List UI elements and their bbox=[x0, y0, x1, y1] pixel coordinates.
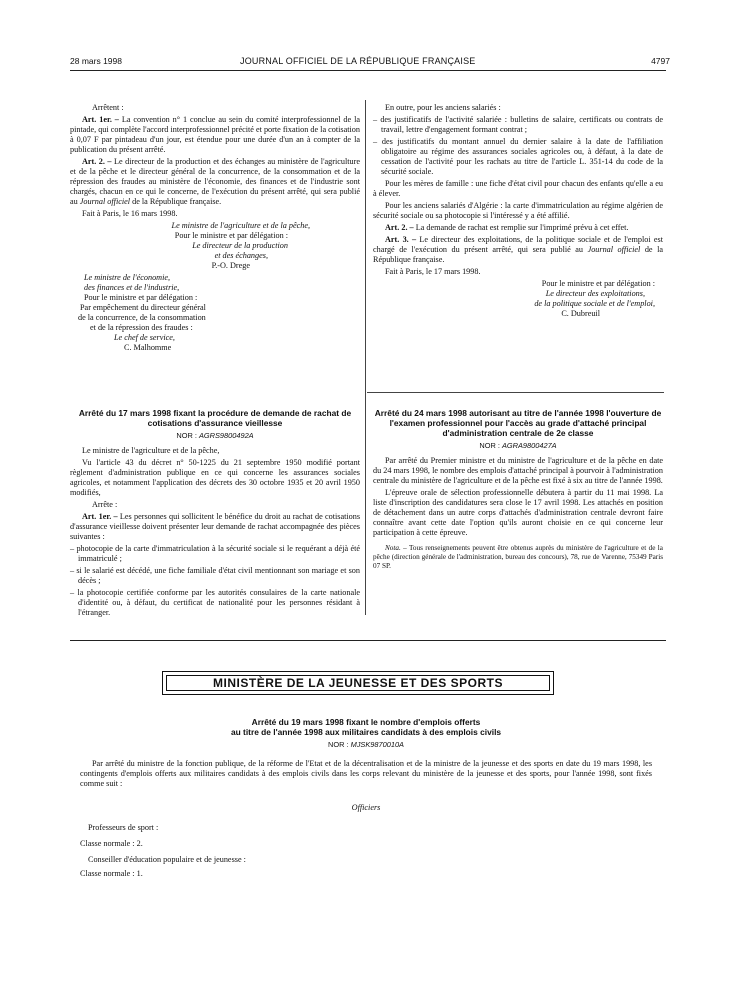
article-3 bbox=[373, 235, 663, 265]
conseiller-education: Conseiller d'éducation populaire et de jeunesse : bbox=[88, 855, 246, 865]
arretent: Arrêtent : bbox=[92, 103, 124, 112]
sig1-name: P.-O. Drege bbox=[211, 261, 250, 270]
section-separator bbox=[367, 392, 664, 393]
page-header bbox=[70, 56, 670, 70]
header-journal-title: JOURNAL OFFICIEL DE LA RÉPUBLIQUE FRANÇAISE bbox=[240, 56, 476, 66]
arrete-17-mars-nor bbox=[70, 431, 360, 440]
arrete-19-mars-p1: Par arrêté du ministre de la fonction publique, de la réforme de l'Etat et de la décentralisation et de la ministre de la jeunesse et des sports en date du 19 mars 1998, les contingents d'emplois offerts aux militaires candidats à des emplois civils dans les corps relevant du ministère de la jeunesse et des sports, pour l'année 1998, sont fixés comme suit : bbox=[80, 759, 652, 789]
arrete-24-mars-p1: Par arrêté du Premier ministre et du ministre de l'agriculture et de la pêche en date du 24 mars 1998, le nombre des emplois d'attaché principal à pourvoir à l'administration centrale du ministère de l'agriculture et de la pêche est fixé à six au titre de l'année 1998. bbox=[373, 456, 663, 486]
section-rule bbox=[70, 640, 666, 641]
art1-label: Art. 1er. – bbox=[82, 512, 118, 522]
arrete-17-mars bbox=[70, 408, 360, 620]
header-page-number: 4797 bbox=[651, 56, 670, 66]
arrete-19-mars bbox=[80, 717, 652, 881]
column-separator bbox=[365, 100, 366, 615]
article-1-text: La convention n° 1 conclue au sein du comité interprofessionnel de la pintade, qui complète l'accord interprofessionnel précité et porte fixation de la cotisation à 0,07 F par pintadeau d'un jour, est étendue pour une durée d'un an à compter de la publication du présent arrêté. bbox=[70, 115, 360, 154]
list-item: – si le salarié est décédé, une fiche familiale d'état civil mentionnant son mariage et son décès ; bbox=[70, 566, 360, 586]
arrete-17-mars-p2: Vu l'article 43 du décret n° 50-1225 du 21 septembre 1950 modifié portant règlement d'administration publique en ce qui concerne les assurances sociales agricoles, et notamment l'application des décrets des 30 octobre 1935 et 20 avril 1950 modifiés, bbox=[70, 458, 360, 498]
classe-normale-2: Classe normale : 2. bbox=[80, 839, 143, 849]
left-column bbox=[70, 103, 360, 353]
meres-de-famille: Pour les mères de famille : une fiche d'état civil pour chacun des enfants qu'elle a eu à élever. bbox=[373, 179, 663, 198]
sig3-name: C. Dubreuil bbox=[561, 309, 600, 318]
nor-label: NOR : bbox=[327, 740, 349, 750]
list-item: – photocopie de la carte d'immatriculation à la sécurité sociale si le requérant a déjà été immatriculé ; bbox=[70, 544, 360, 564]
nota-text: Tous renseignements peuvent être obtenus auprès du ministère de l'agriculture et de la pêche (direction générale de l'administration, bureau des concours), 78, rue de Varenne, 75349 Paris 07 SP. bbox=[373, 544, 663, 570]
nor-value: MJSK9870010A bbox=[350, 740, 404, 750]
article-1 bbox=[70, 115, 360, 155]
arrete-17-mars-arrete: Arrête : bbox=[92, 500, 118, 510]
sig1-delegation: Pour le ministre et par délégation : bbox=[174, 231, 288, 240]
article-2-text-a: Le directeur de la production et des échanges au ministère de l'agriculture et de la pêche et le directeur général de la concurrence, de la consommation et de la répression des fraudes au ministère de l'économie, des finances et de l'industrie sont chargés, chacun en ce qui le concerne, de l'exécution du présent arrêté, qui sera publié au bbox=[70, 157, 361, 206]
nor-label: NOR : bbox=[479, 441, 500, 451]
arrete-24-mars-title: Arrêté du 24 mars 1998 autorisant au titre de l'année 1998 l'ouverture de l'examen professionnel pour l'accès au grade d'attaché principal d'administration centrale de 2e classe bbox=[374, 408, 662, 439]
arrete-19-mars-nor bbox=[80, 740, 652, 749]
article-3-journal: Journal officiel bbox=[587, 245, 641, 254]
sig3-director-b: de la politique sociale et de l'emploi, bbox=[534, 299, 655, 308]
arrete-19-mars-title-line1: Arrêté du 19 mars 1998 fixant le nombre d'emplois offerts bbox=[251, 717, 481, 727]
sig2-delegation: Pour le ministre et par délégation : bbox=[84, 293, 198, 302]
article-3-text-a: Le directeur des exploitations, de la politique sociale et de l'emploi est chargé de l'exécution du présent arrêté, qui sera publié au bbox=[373, 235, 664, 254]
right-column bbox=[373, 103, 663, 319]
sig1-minister: Le ministre de l'agriculture et de la pêche, bbox=[171, 221, 310, 230]
article-1-label: Art. 1er. – bbox=[82, 115, 119, 124]
arrete-24-mars-p2: L'épreuve orale de sélection professionnelle débutera à partir du 11 mai 1998. La liste d'inscription des candidatures sera close le 17 avril 1998. Les attachés en position de détachement dans un autre corps d'attachés d'administration centrale devront faire connaître avant cette date l'option qu'ils auront choisie en ce qui concerne leur participation à cette épreuve. bbox=[373, 488, 663, 538]
list-item: – des justificatifs de l'activité salariée : bulletins de salaire, certificats ou contrats de travail, lettre d'engagement formant contrat ; bbox=[373, 115, 663, 134]
ministry-heading-box bbox=[162, 671, 554, 695]
anciens-salaries-algerie: Pour les anciens salariés d'Algérie : la carte d'immatriculation au régime algérien de sécurité sociale ou sa photocopie si l'intéressé y a été affilié. bbox=[373, 201, 663, 220]
officiers-heading: Officiers bbox=[351, 803, 381, 813]
sig2-name: C. Malhomme bbox=[124, 343, 172, 352]
arrete-24-mars-nota bbox=[373, 544, 663, 570]
article-2 bbox=[70, 157, 360, 207]
sig1-director-b: et des échanges, bbox=[214, 251, 268, 260]
arrete-17-mars-art1 bbox=[70, 512, 360, 542]
article-2-text-b: de la République française. bbox=[132, 197, 222, 206]
sig2-chef: Le chef de service, bbox=[114, 333, 175, 342]
sig3-director-a: Le directeur des exploitations, bbox=[545, 289, 645, 298]
article-2 bbox=[373, 223, 663, 233]
fait-a-paris-16: Fait à Paris, le 16 mars 1998. bbox=[82, 209, 178, 218]
arrete-19-mars-title-line2: au titre de l'année 1998 aux militaires candidats à des emplois civils bbox=[230, 727, 502, 738]
signature-block-3 bbox=[373, 279, 655, 319]
classe-normale-1: Classe normale : 1. bbox=[80, 869, 143, 879]
sig3-delegation: Pour le ministre et par délégation : bbox=[541, 279, 655, 288]
list-item: – des justificatifs du montant annuel du dernier salaire à la date de l'affiliation obligatoire au régime des assurances sociales agricoles ou, à défaut, à la date de cessation de l'activité pour les rachats au titre de l'article L. 351-14 du code de la sécurité sociale. bbox=[373, 137, 663, 176]
nor-value: AGRA9800427A bbox=[501, 441, 557, 451]
article-2-text: La demande de rachat est remplie sur l'imprimé prévu à cet effet. bbox=[415, 223, 629, 232]
arrete-24-mars-nor bbox=[373, 441, 663, 450]
article-2-journal: Journal officiel bbox=[79, 197, 131, 206]
list-item: – la photocopie certifiée conforme par les autorités consulaires de la carte nationale d'identité ou, à défaut, du certificat de nationalité pour les personnes résidant à l'étranger. bbox=[70, 588, 360, 618]
art1-text: Les personnes qui sollicitent le bénéfice du droit au rachat de cotisations d'assurance vieillesse doivent présenter leur demande de rachat accompagnée des pièces suivantes : bbox=[70, 512, 361, 542]
sig2-line2: de la concurrence, de la consommation bbox=[78, 313, 206, 322]
nor-value: AGRS9800492A bbox=[198, 431, 254, 441]
signature-block-2 bbox=[70, 273, 360, 353]
sig1-director-a: Le directeur de la production bbox=[192, 241, 288, 250]
fait-a-paris-17: Fait à Paris, le 17 mars 1998. bbox=[385, 267, 481, 276]
sig2-minister-a: Le ministre de l'économie, bbox=[84, 273, 171, 282]
article-3-label: Art. 3. – bbox=[385, 235, 417, 244]
intro-anciens-salaries: En outre, pour les anciens salariés : bbox=[385, 103, 501, 112]
article-2-label: Art. 2. – bbox=[385, 223, 414, 232]
sig2-line1: Par empêchement du directeur général bbox=[80, 303, 206, 312]
arrete-24-mars bbox=[373, 408, 663, 573]
header-rule bbox=[70, 70, 666, 71]
arrete-17-mars-title: Arrêté du 17 mars 1998 fixant la procédure de demande de rachat de cotisations d'assurance vieillesse bbox=[78, 408, 352, 429]
arrete-17-mars-p1: Le ministre de l'agriculture et de la pêche, bbox=[82, 446, 220, 456]
article-2-label: Art. 2. – bbox=[82, 157, 112, 166]
ministry-heading: MINISTÈRE DE LA JEUNESSE ET DES SPORTS bbox=[166, 675, 550, 691]
professeurs-de-sport: Professeurs de sport : bbox=[88, 823, 159, 833]
article-3-text-b: de la République française. bbox=[373, 245, 663, 264]
nor-label: NOR : bbox=[176, 431, 197, 441]
header-date: 28 mars 1998 bbox=[70, 56, 122, 66]
sig2-minister-b: des finances et de l'industrie, bbox=[84, 283, 180, 292]
signature-block-1 bbox=[70, 221, 310, 271]
nota-label: Nota. – bbox=[385, 544, 407, 553]
sig2-line3: et de la répression des fraudes : bbox=[90, 323, 193, 332]
